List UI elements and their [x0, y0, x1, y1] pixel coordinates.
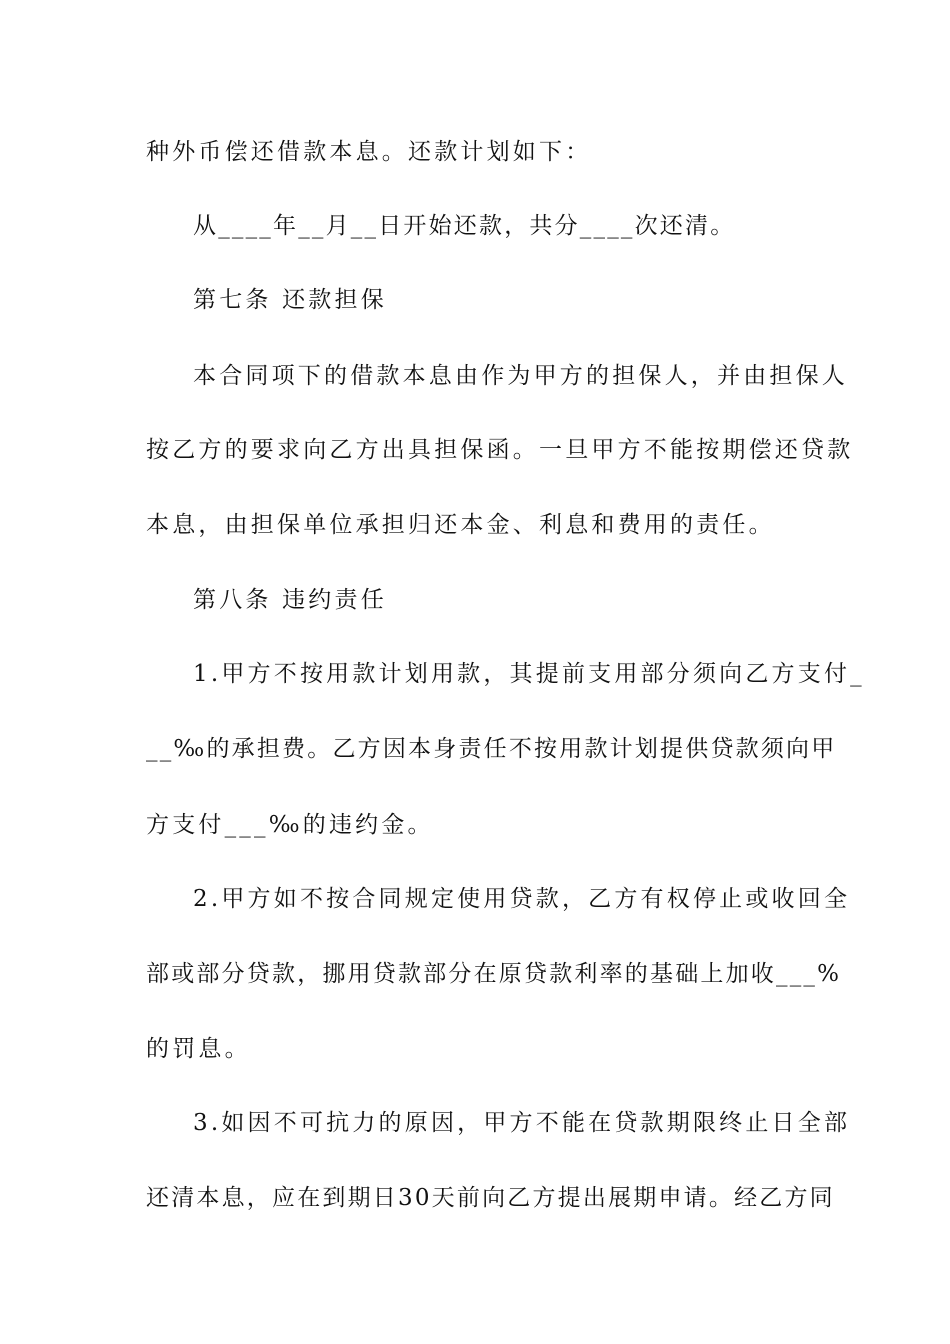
text-line: 本合同项下的借款本息由作为甲方的担保人，并由担保人 — [193, 363, 848, 389]
text-line: 种外币偿还借款本息。还款计划如下： — [146, 139, 592, 165]
text-line: 方支付___‰的违约金。 — [146, 812, 434, 838]
text-line: 本息，由担保单位承担归还本金、利息和费用的责任。 — [146, 512, 775, 538]
text-line: __‰的承担费。乙方因本身责任不按用款计划提供贷款须向甲 — [146, 736, 837, 762]
text-line: 2.甲方如不按合同规定使用贷款，乙方有权停止或收回全 — [193, 886, 851, 912]
text-line: 1.甲方不按用款计划用款，其提前支用部分须向乙方支付_ — [193, 661, 865, 687]
section-heading: 第七条 还款担保 — [193, 287, 387, 313]
text-line: 的罚息。 — [146, 1036, 251, 1062]
section-heading: 第八条 违约责任 — [193, 587, 387, 613]
text-line: 部或部分贷款，挪用贷款部分在原贷款利率的基础上加收___% — [146, 961, 842, 987]
text-line: 还清本息，应在到期日30天前向乙方提出展期申请。经乙方同 — [146, 1185, 835, 1211]
text-line: 从____年__月__日开始还款，共分____次还清。 — [193, 213, 736, 239]
text-line: 3.如因不可抗力的原因，甲方不能在贷款期限终止日全部 — [193, 1110, 851, 1136]
text-line: 按乙方的要求向乙方出具担保函。一旦甲方不能按期偿还贷款 — [146, 437, 854, 463]
